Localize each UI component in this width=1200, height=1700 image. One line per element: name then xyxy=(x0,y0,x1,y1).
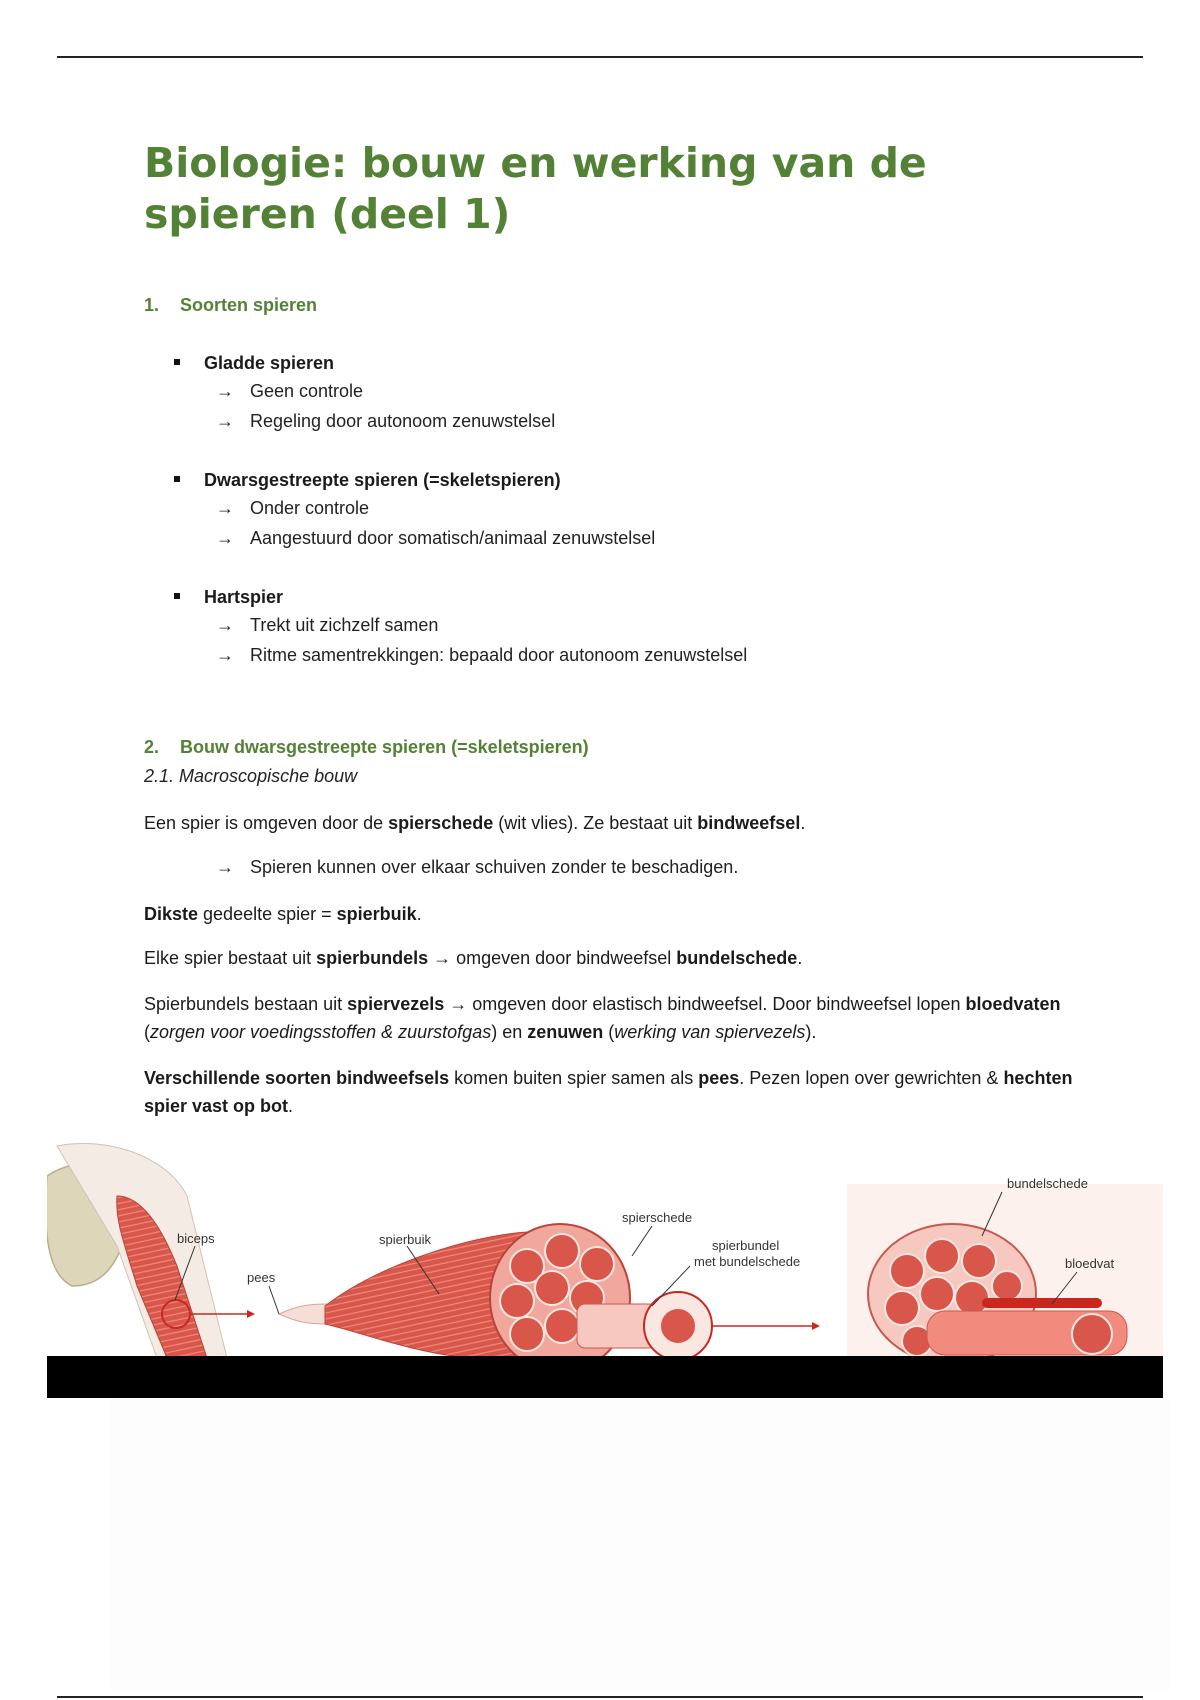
muscle-type-smooth: Gladde spieren xyxy=(174,353,334,374)
fiber-end xyxy=(1072,1314,1112,1354)
image-crop-bar xyxy=(47,1356,1163,1398)
bottom-rule xyxy=(57,1696,1143,1698)
label-leader xyxy=(632,1226,652,1256)
subsection-heading: 2.1. Macroscopische bouw xyxy=(144,766,358,786)
bundle-cross-section xyxy=(660,1308,696,1344)
section2-heading: 2. Bouw dwarsgestreepte spieren (=skeletspieren) xyxy=(144,737,589,757)
section1-heading: 1. Soorten spieren xyxy=(144,295,318,315)
list-item: → Regeling door autonoom zenuwstelsel xyxy=(216,411,556,431)
arrow-right-icon: → xyxy=(216,411,234,431)
paragraph: Elke spier bestaat uit spierbundels → omgeven door bindweefsel bundelschede. xyxy=(144,948,803,968)
document-title: Biologie: bouw en werking van de spieren (deel 1) xyxy=(144,139,927,238)
top-rule xyxy=(57,56,1143,58)
tendon-shape xyxy=(279,1304,327,1324)
list-item: → Trekt uit zichzelf samen xyxy=(216,615,439,635)
list-item: → Onder controle xyxy=(216,498,370,518)
bullet-square-icon xyxy=(174,359,180,365)
label-bundelschede-line: met bundelschede xyxy=(694,1254,801,1269)
arrow-right-icon: → xyxy=(216,857,234,877)
paragraph: Verschillende soorten bindweefsels komen buiten spier samen als pees. Pezen lopen over gewrichten & hechten spier vast op bot. xyxy=(144,1068,1073,1116)
arrow-right-icon: → xyxy=(216,498,234,518)
arrow-right-icon: → xyxy=(216,645,234,665)
arrow-right-icon: → xyxy=(216,615,234,635)
paragraph: Dikste gedeelte spier = spierbuik. xyxy=(144,904,422,924)
label-pees: pees xyxy=(247,1270,276,1285)
list-item: → Aangestuurd door somatisch/animaal zenuwstelsel xyxy=(216,528,656,548)
muscle-illustration xyxy=(47,1136,1163,1358)
muscle-type-heart: Hartspier xyxy=(174,587,283,608)
page-blank-area xyxy=(110,1398,1170,1690)
muscle-structure-figure xyxy=(47,1136,1163,1358)
label-spierschede: spierschede xyxy=(622,1210,693,1225)
bullet-square-icon xyxy=(174,593,180,599)
list-item: → Ritme samentrekkingen: bepaald door autonoom zenuwstelsel xyxy=(216,645,748,665)
arrow-right-icon: → xyxy=(216,381,234,401)
label-bundelschede: bundelschede xyxy=(1007,1176,1088,1191)
muscle-type-striated: Dwarsgestreepte spieren (=skeletspieren) xyxy=(174,470,561,491)
arrow-right-icon: → xyxy=(216,528,234,548)
paragraph: Een spier is omgeven door de spierschede (wit vlies). Ze bestaat uit bindweefsel. xyxy=(144,813,806,833)
label-spierbuik: spierbuik xyxy=(379,1232,432,1247)
list-item: → Spieren kunnen over elkaar schuiven zonder te beschadigen. xyxy=(216,857,739,877)
blood-vessel-shape xyxy=(982,1298,1102,1308)
label-bloedvat: bloedvat xyxy=(1065,1256,1115,1271)
paragraph: Spierbundels bestaan uit spiervezels → omgeven door elastisch bindweefsel. Door bindweefsel lopen bloedvaten (zorgen voor voedingsstoffen & zuurstofgas) en zenuwen (werking van spiervezels). xyxy=(144,994,1061,1042)
bullet-square-icon xyxy=(174,476,180,482)
list-item: → Geen controle xyxy=(216,381,364,401)
zoom-arrowhead-icon xyxy=(247,1310,255,1318)
label-spierbundel: spierbundel xyxy=(712,1238,780,1253)
zoom-arrowhead-icon xyxy=(812,1322,820,1330)
label-leader xyxy=(269,1286,279,1314)
label-biceps: biceps xyxy=(177,1231,215,1246)
